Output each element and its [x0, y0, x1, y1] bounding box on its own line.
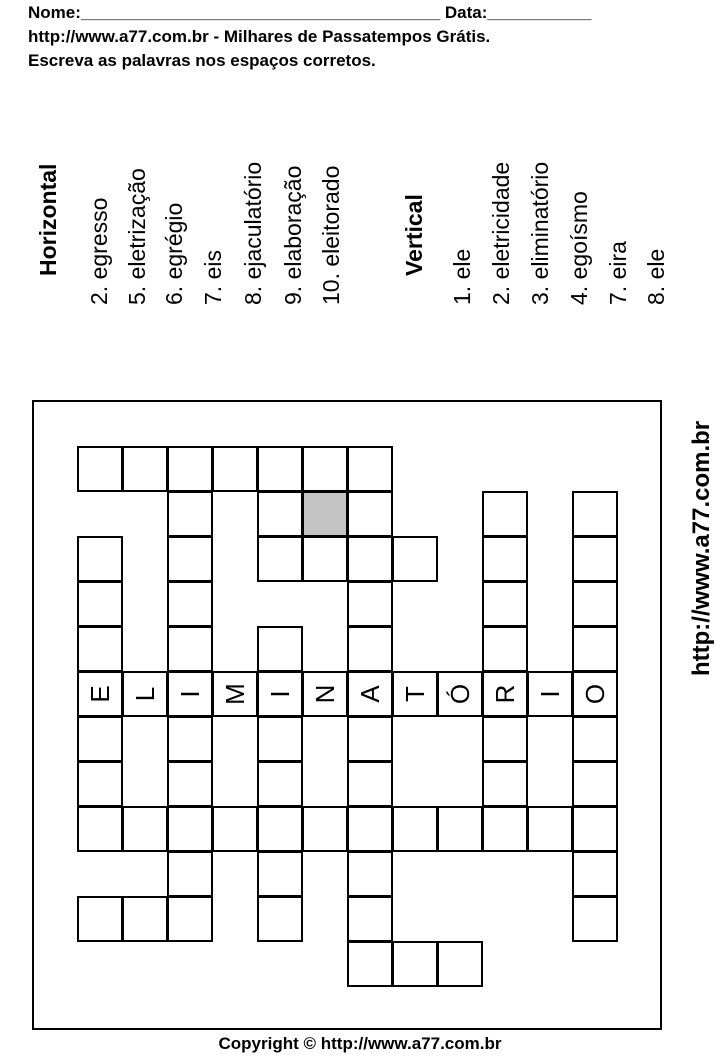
- crossword-cell[interactable]: [122, 806, 168, 852]
- crossword-cell[interactable]: [347, 491, 393, 537]
- cell-letter: I: [174, 690, 205, 698]
- crossword-cell[interactable]: [572, 761, 618, 807]
- crossword-cell[interactable]: [122, 671, 168, 717]
- crossword-cell[interactable]: [302, 806, 348, 852]
- crossword-cell[interactable]: [572, 896, 618, 942]
- horizontal-clue: 5. eletrização: [124, 168, 150, 305]
- crossword-cell[interactable]: [572, 491, 618, 537]
- crossword-cell[interactable]: [77, 896, 123, 942]
- crossword-cell[interactable]: [482, 761, 528, 807]
- crossword-cell[interactable]: [572, 626, 618, 672]
- cell-letter: Ó: [444, 683, 475, 705]
- cell-letter: O: [579, 683, 610, 705]
- crossword-cell[interactable]: [302, 536, 348, 582]
- horizontal-title: Horizontal: [35, 163, 61, 276]
- crossword-cell[interactable]: [212, 671, 258, 717]
- crossword-cell[interactable]: [167, 491, 213, 537]
- instruction: Escreva as palavras nos espaços corretos.: [28, 51, 376, 70]
- cell-letter: N: [309, 684, 340, 704]
- crossword-cell[interactable]: [77, 581, 123, 627]
- crossword-cell[interactable]: [257, 851, 303, 897]
- crossword-cell[interactable]: [482, 806, 528, 852]
- crossword-cell[interactable]: [482, 716, 528, 762]
- cell-letter: L: [129, 686, 160, 702]
- crossword-grid: [32, 400, 662, 1030]
- crossword-cell[interactable]: [572, 581, 618, 627]
- crossword-cell[interactable]: [257, 446, 303, 492]
- vertical-clue: 4. egoísmo: [566, 191, 592, 305]
- horizontal-clue: 8. ejaculatório: [240, 161, 266, 305]
- crossword-cell[interactable]: [392, 806, 438, 852]
- footer-copyright: Copyright © http://www.a77.com.br: [218, 1034, 502, 1053]
- crossword-cell[interactable]: [77, 626, 123, 672]
- horizontal-clue: 9. elaboração: [280, 165, 306, 305]
- crossword-cell[interactable]: [257, 761, 303, 807]
- crossword-cell[interactable]: [302, 491, 348, 537]
- crossword-cell[interactable]: [392, 536, 438, 582]
- crossword-cell[interactable]: [167, 446, 213, 492]
- crossword-cell[interactable]: [212, 806, 258, 852]
- horizontal-clue: 7. eis: [200, 250, 226, 305]
- crossword-cell[interactable]: [437, 941, 483, 987]
- crossword-cell[interactable]: [257, 536, 303, 582]
- crossword-cell[interactable]: [122, 896, 168, 942]
- crossword-cell[interactable]: [347, 806, 393, 852]
- side-url: http://www.a77.com.br: [688, 420, 715, 676]
- crossword-cell[interactable]: [347, 896, 393, 942]
- horizontal-clue: 6. egrégio: [161, 202, 187, 305]
- crossword-cell[interactable]: [347, 446, 393, 492]
- crossword-cell[interactable]: [347, 581, 393, 627]
- vertical-clue: 3. eliminatório: [527, 161, 553, 305]
- crossword-cell[interactable]: [167, 671, 213, 717]
- vertical-title: Vertical: [401, 194, 427, 276]
- crossword-cell[interactable]: [347, 941, 393, 987]
- cell-letter: R: [489, 684, 520, 704]
- crossword-cell[interactable]: [302, 671, 348, 717]
- crossword-cell[interactable]: [257, 671, 303, 717]
- crossword-cell[interactable]: [257, 626, 303, 672]
- crossword-cell[interactable]: [302, 446, 348, 492]
- crossword-cell[interactable]: [167, 581, 213, 627]
- cell-letter: A: [354, 685, 385, 703]
- vertical-clue: 2. eletricidade: [488, 161, 514, 305]
- crossword-cell[interactable]: [572, 716, 618, 762]
- crossword-cell[interactable]: [572, 671, 618, 717]
- crossword-cell[interactable]: [347, 671, 393, 717]
- crossword-cell[interactable]: [77, 671, 123, 717]
- cell-letter: M: [219, 683, 250, 705]
- crossword-cell[interactable]: [347, 851, 393, 897]
- crossword-cell[interactable]: [572, 851, 618, 897]
- crossword-cell[interactable]: [257, 896, 303, 942]
- crossword-cell[interactable]: [482, 671, 528, 717]
- name-date-line: Nome:______________________________________ Data:___________: [28, 3, 592, 22]
- crossword-cell[interactable]: [482, 491, 528, 537]
- crossword-cell[interactable]: [257, 491, 303, 537]
- crossword-cell[interactable]: [527, 806, 573, 852]
- crossword-cell[interactable]: [77, 761, 123, 807]
- crossword-cell[interactable]: [77, 446, 123, 492]
- crossword-cell[interactable]: [167, 896, 213, 942]
- crossword-cell[interactable]: [482, 536, 528, 582]
- crossword-cell[interactable]: [572, 536, 618, 582]
- crossword-cell[interactable]: [572, 806, 618, 852]
- cell-letter: T: [399, 686, 430, 702]
- crossword-cell[interactable]: [167, 806, 213, 852]
- horizontal-clue: 2. egresso: [86, 197, 112, 305]
- crossword-cell[interactable]: [167, 716, 213, 762]
- crossword-cell[interactable]: [392, 941, 438, 987]
- site-line: http://www.a77.com.br - Milhares de Passatempos Grátis.: [28, 27, 491, 46]
- crossword-cell[interactable]: [482, 581, 528, 627]
- crossword-cell[interactable]: [347, 626, 393, 672]
- crossword-cell[interactable]: [122, 446, 168, 492]
- vertical-clue: 7. eira: [605, 241, 631, 305]
- cell-letter: E: [84, 685, 115, 703]
- cell-letter: I: [534, 690, 565, 698]
- crossword-cell[interactable]: [167, 536, 213, 582]
- crossword-cell[interactable]: [77, 806, 123, 852]
- crossword-cell[interactable]: [212, 446, 258, 492]
- crossword-cell[interactable]: [167, 761, 213, 807]
- crossword-cell[interactable]: [347, 761, 393, 807]
- crossword-cell[interactable]: [347, 536, 393, 582]
- horizontal-clue: 10. eleitorado: [318, 165, 344, 305]
- crossword-cell[interactable]: [347, 716, 393, 762]
- crossword-cell[interactable]: [77, 536, 123, 582]
- crossword-cell[interactable]: [167, 851, 213, 897]
- crossword-cell[interactable]: [167, 626, 213, 672]
- crossword-cell[interactable]: [527, 671, 573, 717]
- crossword-cell[interactable]: [392, 671, 438, 717]
- cell-letter: I: [264, 690, 295, 698]
- crossword-cell[interactable]: [482, 626, 528, 672]
- vertical-clue: 1. ele: [449, 248, 475, 305]
- vertical-clue: 8. ele: [643, 248, 669, 305]
- crossword-cell[interactable]: [257, 716, 303, 762]
- crossword-cell[interactable]: [437, 806, 483, 852]
- crossword-cell[interactable]: [77, 716, 123, 762]
- crossword-cell[interactable]: [257, 806, 303, 852]
- crossword-cell[interactable]: [437, 671, 483, 717]
